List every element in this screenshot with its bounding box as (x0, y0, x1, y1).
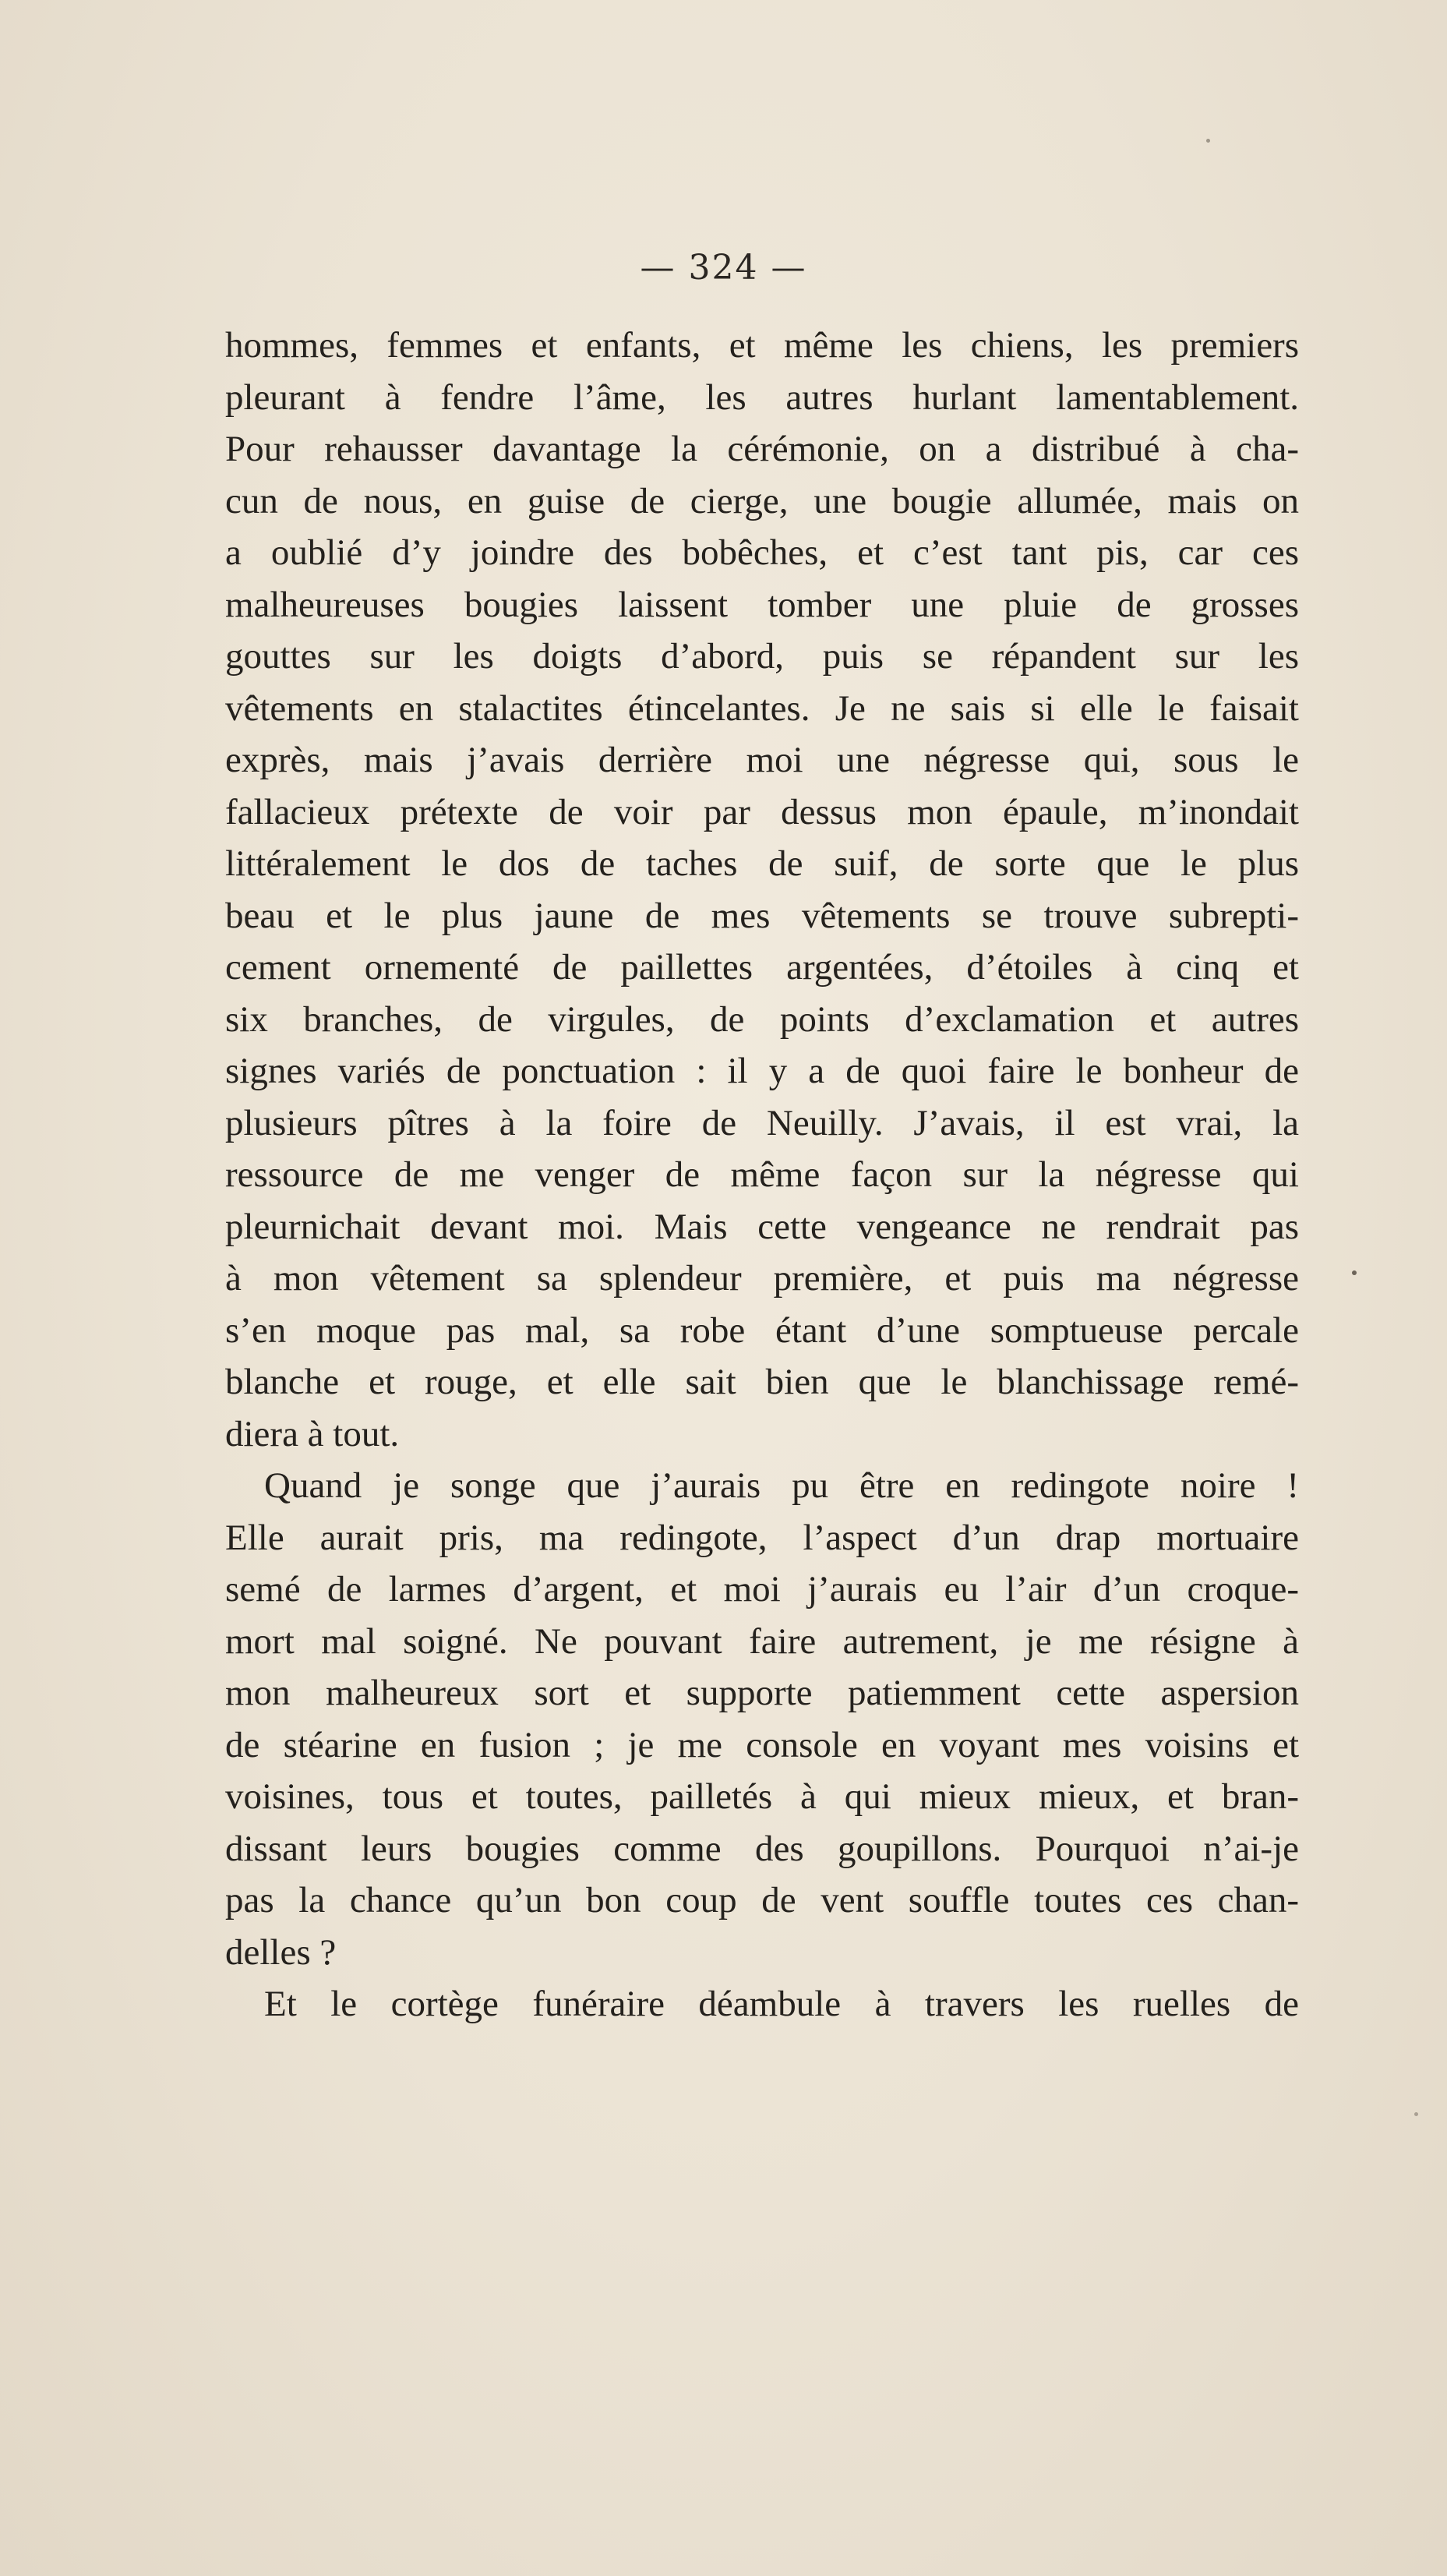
text-line: ressource de me venger de même façon sur la négresse qui (225, 1154, 1299, 1195)
text-line: mort mal soigné. Ne pouvant faire autrement, je me résigne à (225, 1620, 1299, 1662)
text-line: de stéarine en fusion ; je me console en voyant mes voisins et (225, 1724, 1299, 1765)
text-line: exprès, mais j’avais derrière moi une négresse qui, sous le (225, 740, 1299, 780)
text-line: voisines, tous et toutes, pailletés à qui mieux mieux, et bran- (225, 1776, 1299, 1817)
text-line: hommes, femmes et enfants, et même les chiens, les premiers (225, 325, 1299, 366)
text-line: Elle aurait pris, ma redingote, l’aspect d’un drap mortuaire (225, 1517, 1299, 1558)
text-line: fallacieux prétexte de voir par dessus mon épaule, m’inondait (225, 791, 1299, 832)
text-line: semé de larmes d’argent, et moi j’aurais eu l’air d’un croque- (225, 1569, 1299, 1610)
text-line: malheureuses bougies laissent tomber une pluie de grosses (225, 584, 1299, 625)
text-line: à mon vêtement sa splendeur première, et puis ma négresse (225, 1258, 1299, 1299)
text-line: littéralement le dos de taches de suif, de sorte que le plus (225, 843, 1299, 884)
text-line: Et le cortège funéraire déambule à travers les ruelles de (264, 1984, 1299, 2024)
text-line: blanche et rouge, et elle sait bien que le blanchissage remé- (225, 1362, 1299, 1402)
text-line: vêtements en stalactites étincelantes. Je ne sais si elle le faisait (225, 687, 1299, 729)
text-line: cun de nous, en guise de cierge, une bougie allumée, mais on (225, 480, 1299, 521)
text-line: cement ornementé de paillettes argentées, d’étoiles à cinq et (225, 947, 1299, 988)
text-line: six branches, de virgules, de points d’exclamation et autres (225, 998, 1299, 1040)
text-line: pleurnichait devant moi. Mais cette vengeance ne rendrait pas (225, 1206, 1299, 1247)
paragraph-3 (225, 1978, 1299, 2030)
text-line: delles ? (225, 1931, 337, 1973)
paper-speck (1352, 1270, 1357, 1275)
text-line: gouttes sur les doigts d’abord, puis se répandent sur les (225, 636, 1299, 677)
text-line: pas la chance qu’un bon coup de vent souffle toutes ces chan- (225, 1880, 1299, 1921)
text-line: signes variés de ponctuation : il y a de quoi faire le bonheur de (225, 1051, 1299, 1091)
text-line: dissant leurs bougies comme des goupillons. Pourquoi n’ai-je (225, 1828, 1299, 1869)
text-line: pleurant à fendre l’âme, les autres hurlant lamentablement. (225, 376, 1299, 418)
page-number: — 324 — (640, 248, 807, 288)
text-line: Quand je songe que j’aurais pu être en redingote noire ! (264, 1465, 1299, 1506)
paragraph-1 (225, 320, 1299, 1460)
text-line: mon malheureux sort et supporte patiemment cette aspersion (225, 1673, 1299, 1713)
text-line: plusieurs pîtres à la foire de Neuilly. J’avais, il est vrai, la (225, 1102, 1299, 1143)
text-line: diera à tout. (225, 1413, 400, 1454)
paper-speck (1414, 2112, 1418, 2116)
text-line: beau et le plus jaune de mes vêtements se trouve subrepti- (225, 895, 1299, 936)
paragraph-2 (225, 1460, 1299, 1978)
paper-speck (1206, 139, 1210, 143)
text-line: a oublié d’y joindre des bobêches, et c’est tant pis, car ces (225, 532, 1299, 573)
body-text (225, 320, 1299, 2030)
text-line: s’en moque pas mal, sa robe étant d’une somptueuse percale (225, 1309, 1299, 1351)
text-line: Pour rehausser davantage la cérémonie, on a distribué à cha- (225, 429, 1299, 469)
